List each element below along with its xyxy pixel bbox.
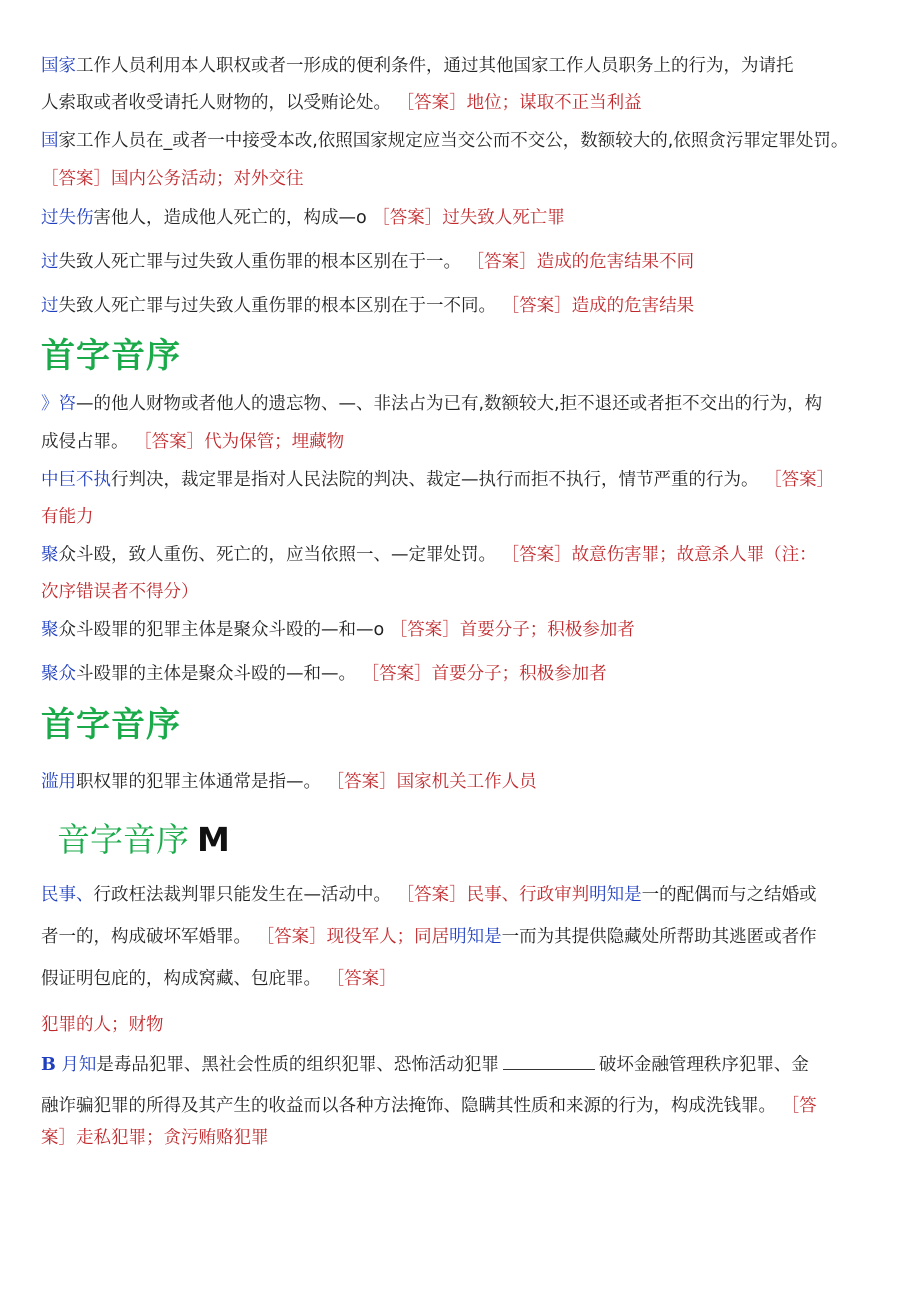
entry-text: 斗殴罪的主体是聚众斗殴的—和—。 [76,664,356,684]
entry-text: 假证明包庇的，构成窝藏、包庇罪。 [41,969,321,989]
answer-text: ［答 [781,1096,817,1116]
entry-text: 失致人死亡罪与过失致人重伤罪的根本区别在于一不同。 [58,296,496,316]
entry-line [41,1013,891,1037]
section-heading: 首字音序 [41,336,181,376]
fill-blank [503,1052,595,1070]
entry-text: 一的配偶而与之结婚或 [641,885,817,905]
entry-lead: 民事、 [41,885,94,905]
entry-lead: 月知 [61,1055,97,1075]
answer-text: ［答案］造成的危害结果 [501,296,695,316]
answer-text: ［答案］国家机关工作人员 [326,772,537,792]
entry-text: 者一的，构成破坏军婚罪。 [41,927,251,947]
entry-line [41,1126,891,1150]
section-heading-text: 音字音序 [57,820,189,859]
entry-lead: 过失伤 [41,208,94,228]
entry-lead: 聚 [41,620,59,640]
answer-text: 有能力 [41,507,94,527]
entry-line [41,206,891,230]
entry-text: 人索取或者收受请托人财物的，以受贿论处。 [41,93,391,113]
entry-text: 行政枉法裁判罪只能发生在—活动中。 [93,885,391,905]
answer-text: ［答案］地位；谋取不正当利益 [396,93,642,113]
entry-lead: 过 [41,296,59,316]
answer-text: ［答案］现役军人；同居 [256,927,450,947]
entry-text: 职权罪的犯罪主体通常是指—。 [76,772,321,792]
answer-text: ［答案］首要分子；积极参加者 [389,620,635,640]
entry-highlight: 明知是 [449,927,502,947]
entry-marker: B [41,1055,56,1075]
answer-text: ［答案］代为保管；埋藏物 [134,432,345,452]
entry-text: 行判决，裁定罪是指对人民法院的判决、裁定—执行而拒不执行，情节严重的行为。 [111,470,759,490]
entry-text: 融诈骗犯罪的所得及其产生的收益而以各种方法掩饰、隐瞒其性质和来源的行为，构成洗钱罪。 [41,1096,776,1116]
entry-text: —的他人财物或者他人的遗忘物、—、非法占为已有,数额较大,拒不退还或者拒不交出的行为，构 [76,394,823,414]
entry-line [41,543,891,567]
entry-line [41,250,891,274]
section-heading-suffix: M [197,820,230,859]
section-heading: 首字音序 [41,705,181,745]
answer-text: ［答案］造成的危害结果不同 [466,252,695,272]
entry-line [41,1052,891,1077]
answer-text: ［答案］民事、行政审判 [396,885,590,905]
entry-line [41,392,891,416]
entry-lead: 国家 [41,56,76,76]
entry-text: 害他人，造成他人死亡的，构成—o [93,208,367,228]
entry-line [41,662,891,686]
entry-line [41,505,891,529]
entry-text: 破坏金融管理秩序犯罪、金 [598,1055,809,1075]
entry-line [41,770,891,794]
answer-text: ［答案］国内公务活动；对外交往 [41,169,304,189]
entry-text: 众斗殴，致人重伤、死亡的，应当依照一、—定罪处罚。 [58,545,496,565]
entry-line [41,468,891,492]
entry-line [41,580,891,604]
entry-lead: 聚 [41,545,59,565]
entry-line [41,294,891,318]
entry-lead: 聚众 [41,664,76,684]
entry-text: 是毒品犯罪、黑社会性质的组织犯罪、恐怖活动犯罪 [96,1055,499,1075]
entry-line [41,430,891,454]
entry-line [41,883,891,907]
section-heading [57,820,230,860]
answer-text: 犯罪的人；财物 [41,1015,164,1035]
entry-line [41,129,891,153]
entry-highlight: 明知是 [589,885,642,905]
entry-text: 成侵占罪。 [41,432,129,452]
entry-lead: 中巨不执 [41,470,111,490]
entry-line [41,618,891,642]
answer-text: ［答案］ [764,470,835,490]
entry-line [41,91,891,115]
entry-text: 一而为其提供隐藏处所帮助其逃匿或者作 [501,927,817,947]
entry-line [41,167,891,191]
answer-text: ［答案］故意伤害罪；故意杀人罪（注： [501,545,817,565]
entry-text: 失致人死亡罪与过失致人重伤罪的根本区别在于一。 [58,252,461,272]
entry-text: 众斗殴罪的犯罪主体是聚众斗殴的—和—o [58,620,385,640]
answer-text: 次序错误者不得分） [41,582,199,602]
entry-text: 家工作人员在_或者一中接受本改,依照国家规定应当交公而不交公，数额较大的,依照贪污罪定罪处罚。 [58,131,849,151]
entry-line [41,54,891,78]
answer-text: ［答案］首要分子；积极参加者 [361,664,607,684]
entry-line [41,1094,891,1118]
answer-text: ［答案］过失致人死亡罪 [372,208,565,228]
entry-line [41,967,891,991]
answer-text: ［答案］ [326,969,397,989]
entry-lead: 过 [41,252,59,272]
entry-lead: 》咨 [41,394,76,414]
entry-lead: 国 [41,131,59,151]
entry-lead: 滥用 [41,772,76,792]
entry-line [41,925,891,949]
answer-text: 案］走私犯罪；贪污贿赂犯罪 [41,1128,269,1148]
entry-text: 工作人员利用本人职权或者一形成的便利条件，通过其他国家工作人员职务上的行为，为请托 [76,56,794,76]
